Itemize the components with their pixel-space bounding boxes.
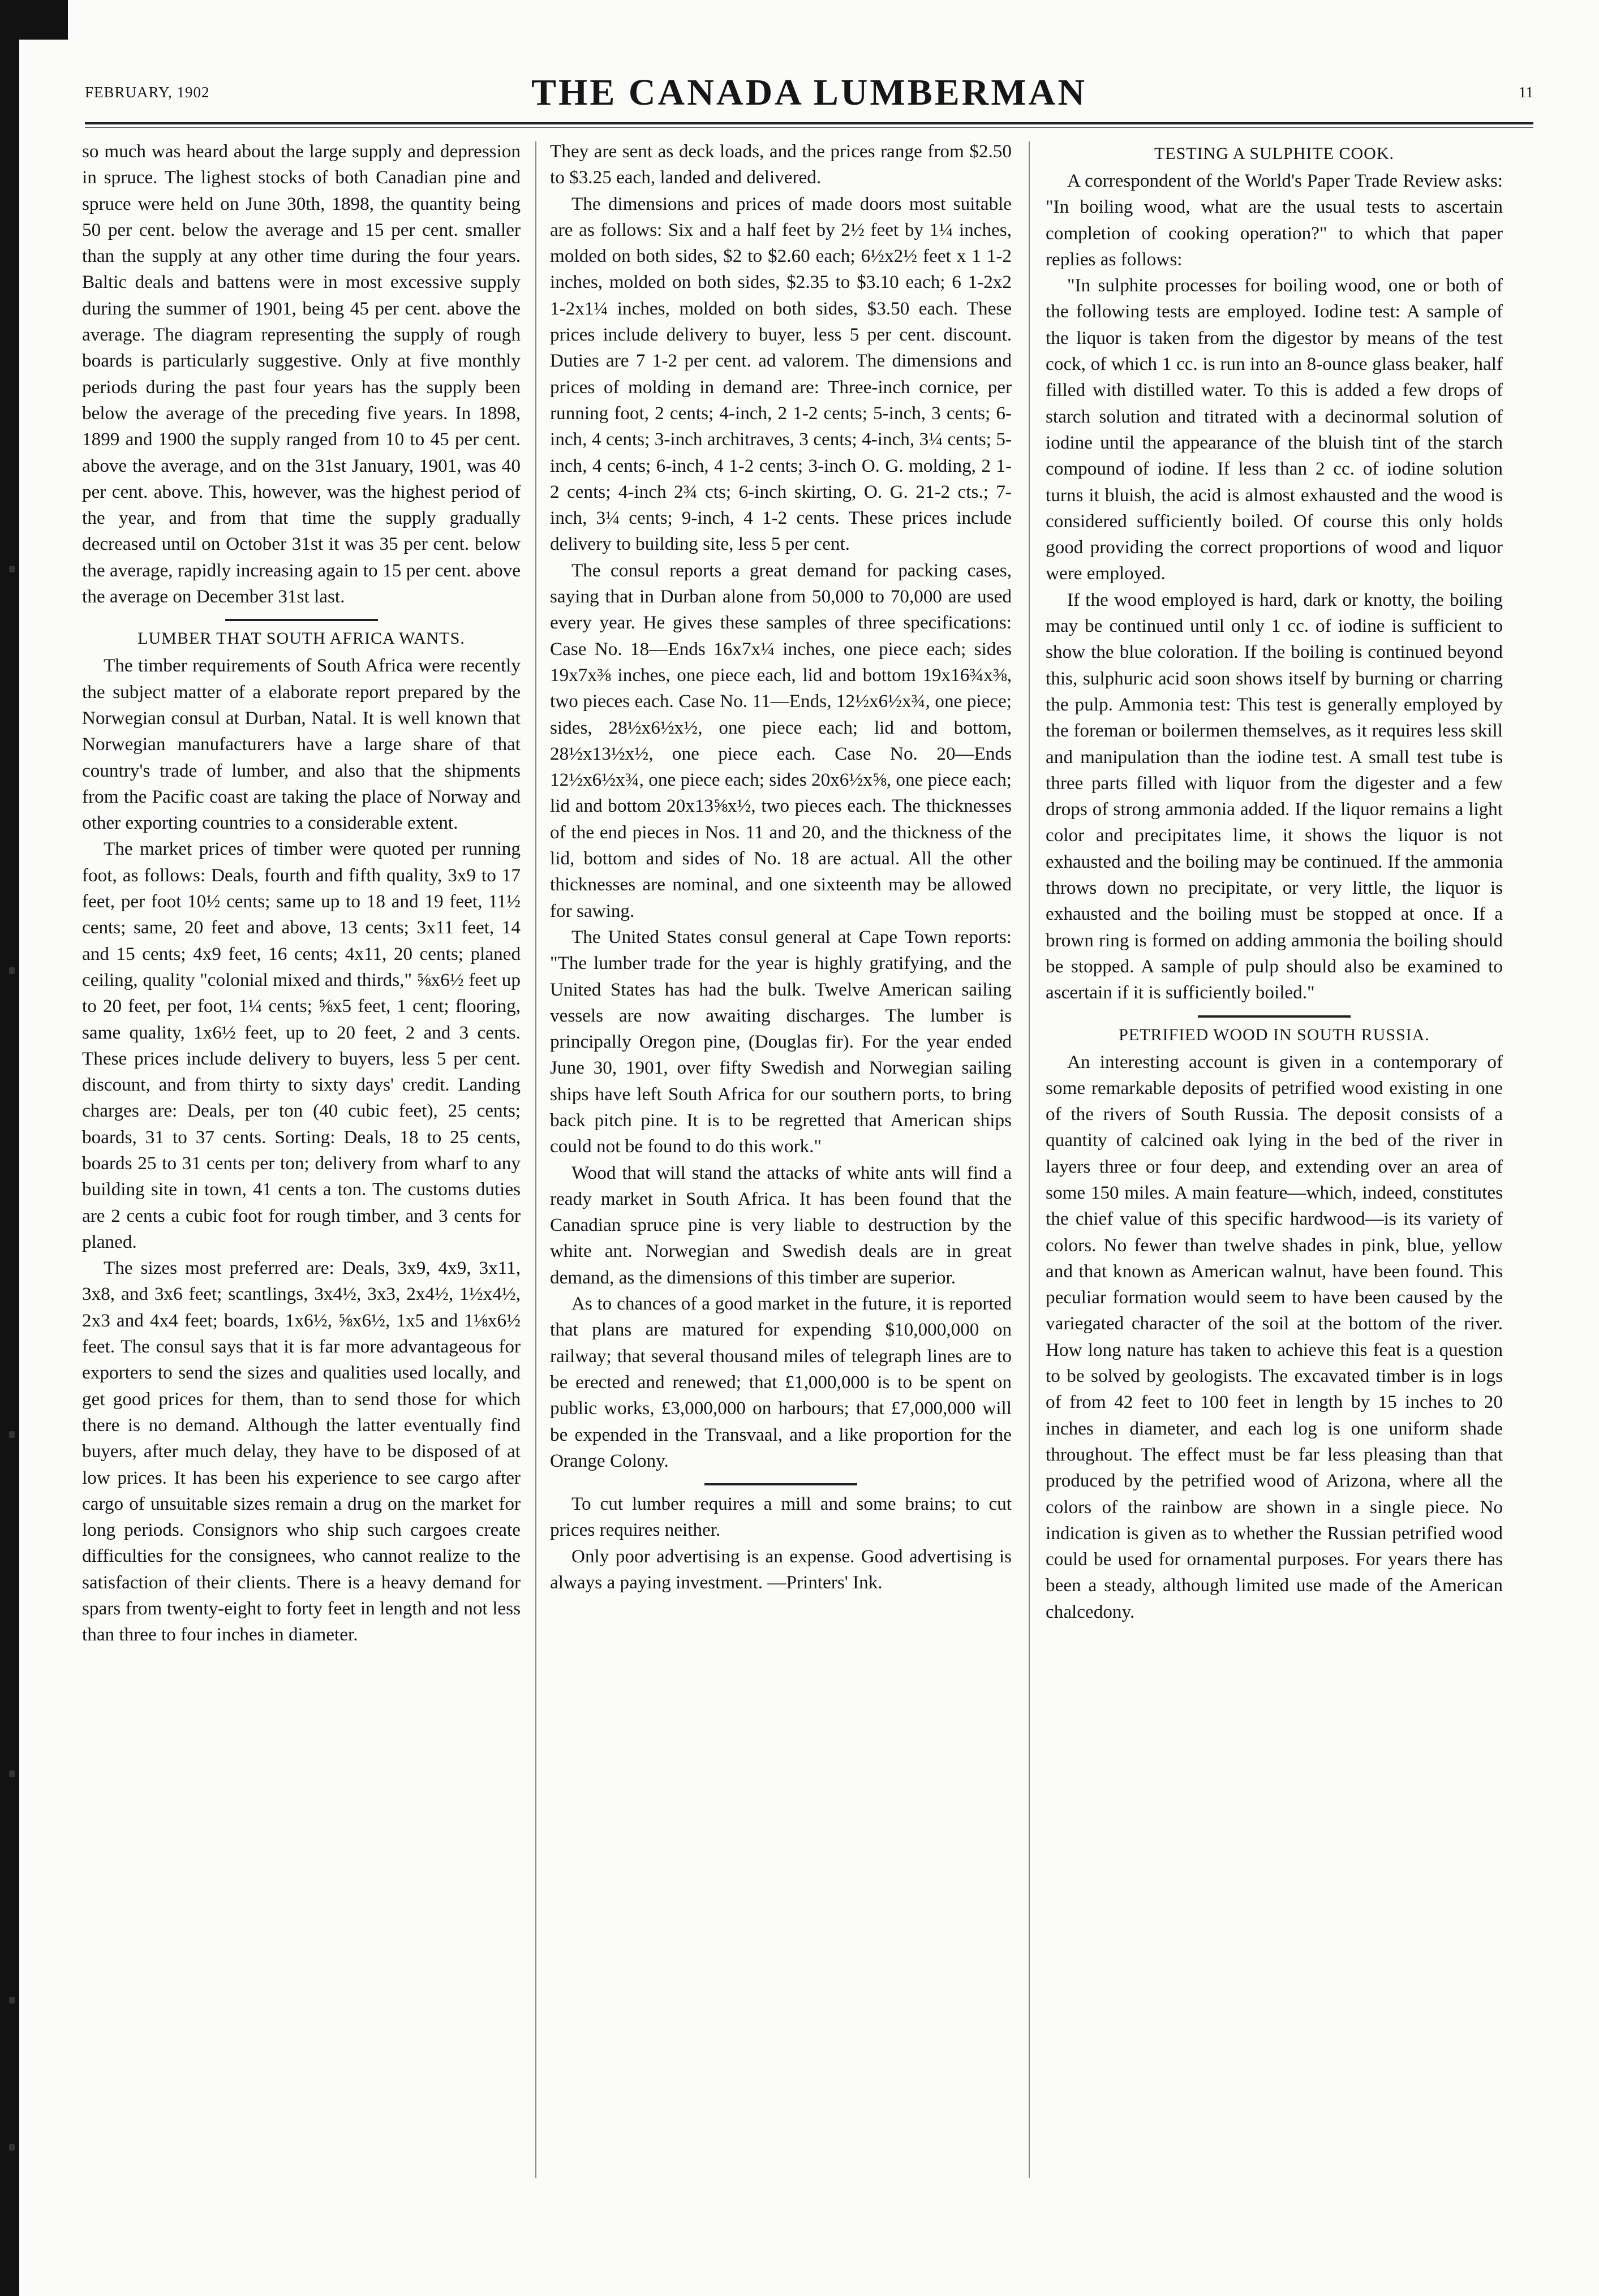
- margin-mark: [9, 1431, 15, 1438]
- page-header: [85, 67, 1533, 120]
- masthead-title: THE CANADA LUMBERMAN: [531, 72, 1088, 113]
- paragraph: They are sent as deck loads, and the prices range from $2.50 to $3.25 each, landed and delivered.: [550, 141, 1012, 188]
- paragraph: so much was heard about the large supply and depression in spruce. The lighest stocks of both Canadian pine and spruce were held on June 30th, 1898, the quantity being 50 per cent. below the average and 15 per cent. smaller than the supply at any other time during the four years. Baltic deals and battens were in most excessive supply during the summer of 1901, being 45 per cent. above the average. The diagram representing the supply of rough boards is particularly suggestive. Only at five monthly periods during the past four years has the supply been below the average of the preceding five years. In 1898, 1899 and 1900 the supply ranged from 10 to 45 per cent. above the average, and on the 31st January, 1901, was 40 per cent. above. This, however, was the highest period of the year, and from that time the supply gradually decreased until on October 31st it was 35 per cent. below the average, rapidly increasing again to 15 per cent. above the average on December 31st last.: [82, 141, 521, 608]
- margin-marks: [8, 130, 19, 2280]
- article-heading: PETRIFIED WOOD IN SOUTH RUSSIA.: [1119, 1025, 1430, 1044]
- binding-corner: [0, 0, 68, 40]
- paragraph: If the wood employed is hard, dark or knotty, the boiling may be continued until only 1 cc. of iodine is sufficient to show the blue coloration. If the boiling is continued beyond this, sulphuric acid soon shows itself by burning or charring the pulp. Ammonia test: This test is generally employed by the foreman or boilermen themselves, as it requires less skill and manipulation than the iodine test. A small test tube is three parts filled with liquor from the digester and a few drops of strong ammonia added. If the liquor remains a light color and precipitates lime, it shows the liquor is not exhausted and the boiling may be continued. If the ammonia throws down no precipitate, or very little, the liquor is exhausted and the boiling must be stopped at once. If a brown ring is formed on adding ammonia the boiling should be stopped. A sample of pulp should also be examined to ascertain if it is sufficiently boiled.": [1046, 589, 1503, 1003]
- column-1: [82, 139, 521, 2211]
- column-2: [550, 139, 1012, 2211]
- paragraph: The United States consul general at Cape Town reports: "The lumber trade for the year is highly gratifying, and the United States has had the bulk. Twelve American sailing vessels are now awaiting discharges. The lumber is principally Oregon pine, (Douglas fir). For the year ended June 30, 1901, over fifty Swedish and Norwegian sailing ships have left South Africa for our southern ports, to bring back pitch pine. It is to be regretted that American ships could not be found to do this work.": [550, 926, 1012, 1157]
- header-rule-thin: [85, 127, 1533, 128]
- section-rule: [704, 1483, 857, 1485]
- paragraph: The timber requirements of South Africa were recently the subject matter of a elaborate report prepared by the Norwegian consul at Durban, Natal. It is well known that Norwegian manufacturers have a large share of that country's trade of lumber, and also that the shipments from the Pacific coast are taking the place of Norway and other exporting countries to a considerable extent.: [82, 655, 521, 834]
- issue-date: FEBRUARY, 1902: [85, 84, 210, 101]
- margin-mark: [9, 2144, 15, 2151]
- page-number: 11: [1519, 84, 1533, 101]
- paragraph: The consul reports a great demand for packing cases, saying that in Durban alone from 50,000 to 70,000 are used every year. He gives these samples of three specifications: Case No. 18—Ends 16x7x¼ inches, one piece each; sides 19x7x⅜ inches, one piece each, lid and bottom 19x16¾x⅜, two pieces each. Case No. 11—Ends, 12½x6½x¾, one piece; sides, 28½x6½x½, one piece each; lid and bottom, 28½x13½x½, one piece each. Case No. 20—Ends 12½x6½x¾, one piece each; sides 20x6½x⅝, one piece each; lid and bottom 20x13⅝x½, two pieces each. The thicknesses of the end pieces in Nos. 11 and 20, and the thickness of the lid, bottom and sides of No. 18 are actual. All the other thicknesses are nominal, and one sixteenth may be allowed for sawing.: [550, 559, 1012, 921]
- section-rule: [225, 619, 378, 621]
- paragraph: The market prices of timber were quoted per running foot, as follows: Deals, fourth and fifth quality, 3x9 to 17 feet, per foot 10½ cents; same up to 18 and 19 feet, 11½ cents; same, 20 feet and above, 13 cents; 3x11 feet, 14 and 15 cents; 4x9 feet, 16 cents; 4x11, 20 cents; planed ceiling, quality "colonial mixed and thirds," ⅝x6½ feet up to 20 feet, per foot, 1¼ cents; ⅝x5 feet, 1 cent; flooring, same quality, 1x6½ feet, up to 20 feet, 2 and 3 cents. These prices include delivery to buyers, less 5 per cent. discount, and from thirty to sixty days' credit. Landing charges are: Deals, per ton (40 cubic feet), 25 cents; boards, 31 to 37 cents. Sorting: Deals, 18 to 25 cents, boards 25 to 31 cents per ton; delivery from wharf to any building site in town, 41 cents a ton. The customs duties are 2 cents a cubic foot for rough timber, and 3 cents for planed.: [82, 838, 521, 1252]
- margin-mark: [9, 967, 15, 974]
- article-heading: LUMBER THAT SOUTH AFRICA WANTS.: [137, 629, 465, 648]
- paragraph: Wood that will stand the attacks of white ants will find a ready market in South Africa. It has been found that the Canadian spruce pine is very liable to destruction by the white ant. Norwegian and Swedish deals are in great demand, as the dimensions of this timber are superior.: [550, 1162, 1012, 1288]
- paragraph: The sizes most preferred are: Deals, 3x9, 4x9, 3x11, 3x8, and 3x6 feet; scantlings, 3x4½, 3x3, 2x4½, 1½x4½, 2x3 and 4x4 feet; boards, 1x6½, ⅝x6½, 1x5 and 1⅛x6½ feet. The consul says that it is far more advantageous for exporters to send the sizes and qualities used locally, and get good prices for them, than to send those for which there is no demand. Although the latter eventually find buyers, after much delay, they have to be disposed of at low prices. It has been his experience to see cargo after cargo of unsuitable sizes remain a drug on the market for long periods. Consignors who ship such cargoes create difficulties for the consignees, who cannot realize to the satisfaction of their clients. There is a heavy demand for spars from twenty-eight to forty feet in length and not less than three to four inches in diameter.: [82, 1257, 521, 1645]
- paragraph: A correspondent of the World's Paper Trade Review asks: "In boiling wood, what are the usual tests to ascertain completion of cooking operation?" to which that paper replies as follows:: [1046, 170, 1503, 270]
- paragraph: To cut lumber requires a mill and some brains; to cut prices requires neither.: [550, 1493, 1012, 1541]
- margin-mark: [9, 1997, 15, 2004]
- column-divider: [1029, 141, 1030, 2178]
- header-rule: [85, 122, 1533, 124]
- margin-mark: [9, 1771, 15, 1777]
- paragraph: The dimensions and prices of made doors most suitable are as follows: Six and a half feet by 2½ feet by 1¼ inches, molded on both sides, $2 to $2.60 each; 6½x2½ feet x 1 1-2 inches, molded on both sides, $2.35 to $3.10 each; 6 1-2x2 1-2x1¼ inches, molded on both sides, $3.50 each. These prices include delivery to buyer, less 5 per cent. discount. Duties are 7 1-2 per cent. ad valorem. The dimensions and prices of molding in demand are: Three-inch cornice, per running foot, 2 cents; 4-inch, 2 1-2 cents; 5-inch, 3 cents; 6-inch, 4 cents; 3-inch architraves, 3 cents; 4-inch, 3¼ cents; 5-inch, 4 cents; 6-inch, 4 1-2 cents; 3-inch O. G. molding, 2 1-2 cents; 4-inch 2¾ cts; 6-inch skirting, O. G. 21-2 cts.; 7-inch, 3¼ cents; 9-inch, 4 1-2 cents. These prices include delivery to building site, less 5 per cent.: [550, 193, 1012, 555]
- paragraph: Only poor advertising is an expense. Good advertising is always a paying investment. —Printers' Ink.: [550, 1545, 1012, 1593]
- paragraph: An interesting account is given in a contemporary of some remarkable deposits of petrified wood existing in one of the rivers of South Russia. The deposit consists of a quantity of calcined oak lying in the bed of the river in layers three or four deep, and extending over an area of some 150 miles. A main feature—which, indeed, constitutes the chief value of this specific hardwood—is its variety of colors. No fewer than twelve shades in pink, blue, yellow and that known as American walnut, have been found. This peculiar formation would seem to have been caused by the variegated character of the soil at the bottom of the river. How long nature has taken to achieve this feat is a question to be solved by geologists. The excavated timber is in logs of from 42 feet to 100 feet in length by 15 inches to 20 inches in diameter, and each log is one uniform shade throughout. The effect must be far less pleasing than that produced by the petrified wood of Arizona, where all the colors of the rainbow are shown in a single piece. No indication is given as to whether the Russian petrified wood could be used for ornamental purposes. For years there has been a steady, although limited use made of the American chalcedony.: [1046, 1051, 1503, 1622]
- column-3: [1046, 139, 1503, 2211]
- section-rule: [1198, 1015, 1351, 1018]
- paragraph: "In sulphite processes for boiling wood, one or both of the following tests are employed. Iodine test: A sample of the liquor is taken from the digestor by means of the test cock, of which 1 cc. is run into an 8-ounce glass beaker, half filled with distilled water. To this is added a few drops of starch solution and titrated with a decinormal solution of iodine until the appearance of the bluish tint of the starch compound of iodine. If less than 2 cc. of iodine solution turns it bluish, the acid is almost exhausted and the wood is considered sufficiently boiled. Of course this only holds good providing the correct proportions of wood and liquor were employed.: [1046, 275, 1503, 584]
- column-divider: [535, 141, 536, 2178]
- paragraph: As to chances of a good market in the future, it is reported that plans are matured for expending $10,000,000 on railway; that several thousand miles of telegraph lines are to be erected and renewed; that £1,000,000 is to be spent on public works, £3,000,000 on harbours; that £7,000,000 will be expended in the Transvaal, and a like proportion for the Orange Colony.: [550, 1293, 1012, 1471]
- article-heading: TESTING A SULPHITE COOK.: [1154, 144, 1394, 163]
- margin-mark: [9, 566, 15, 572]
